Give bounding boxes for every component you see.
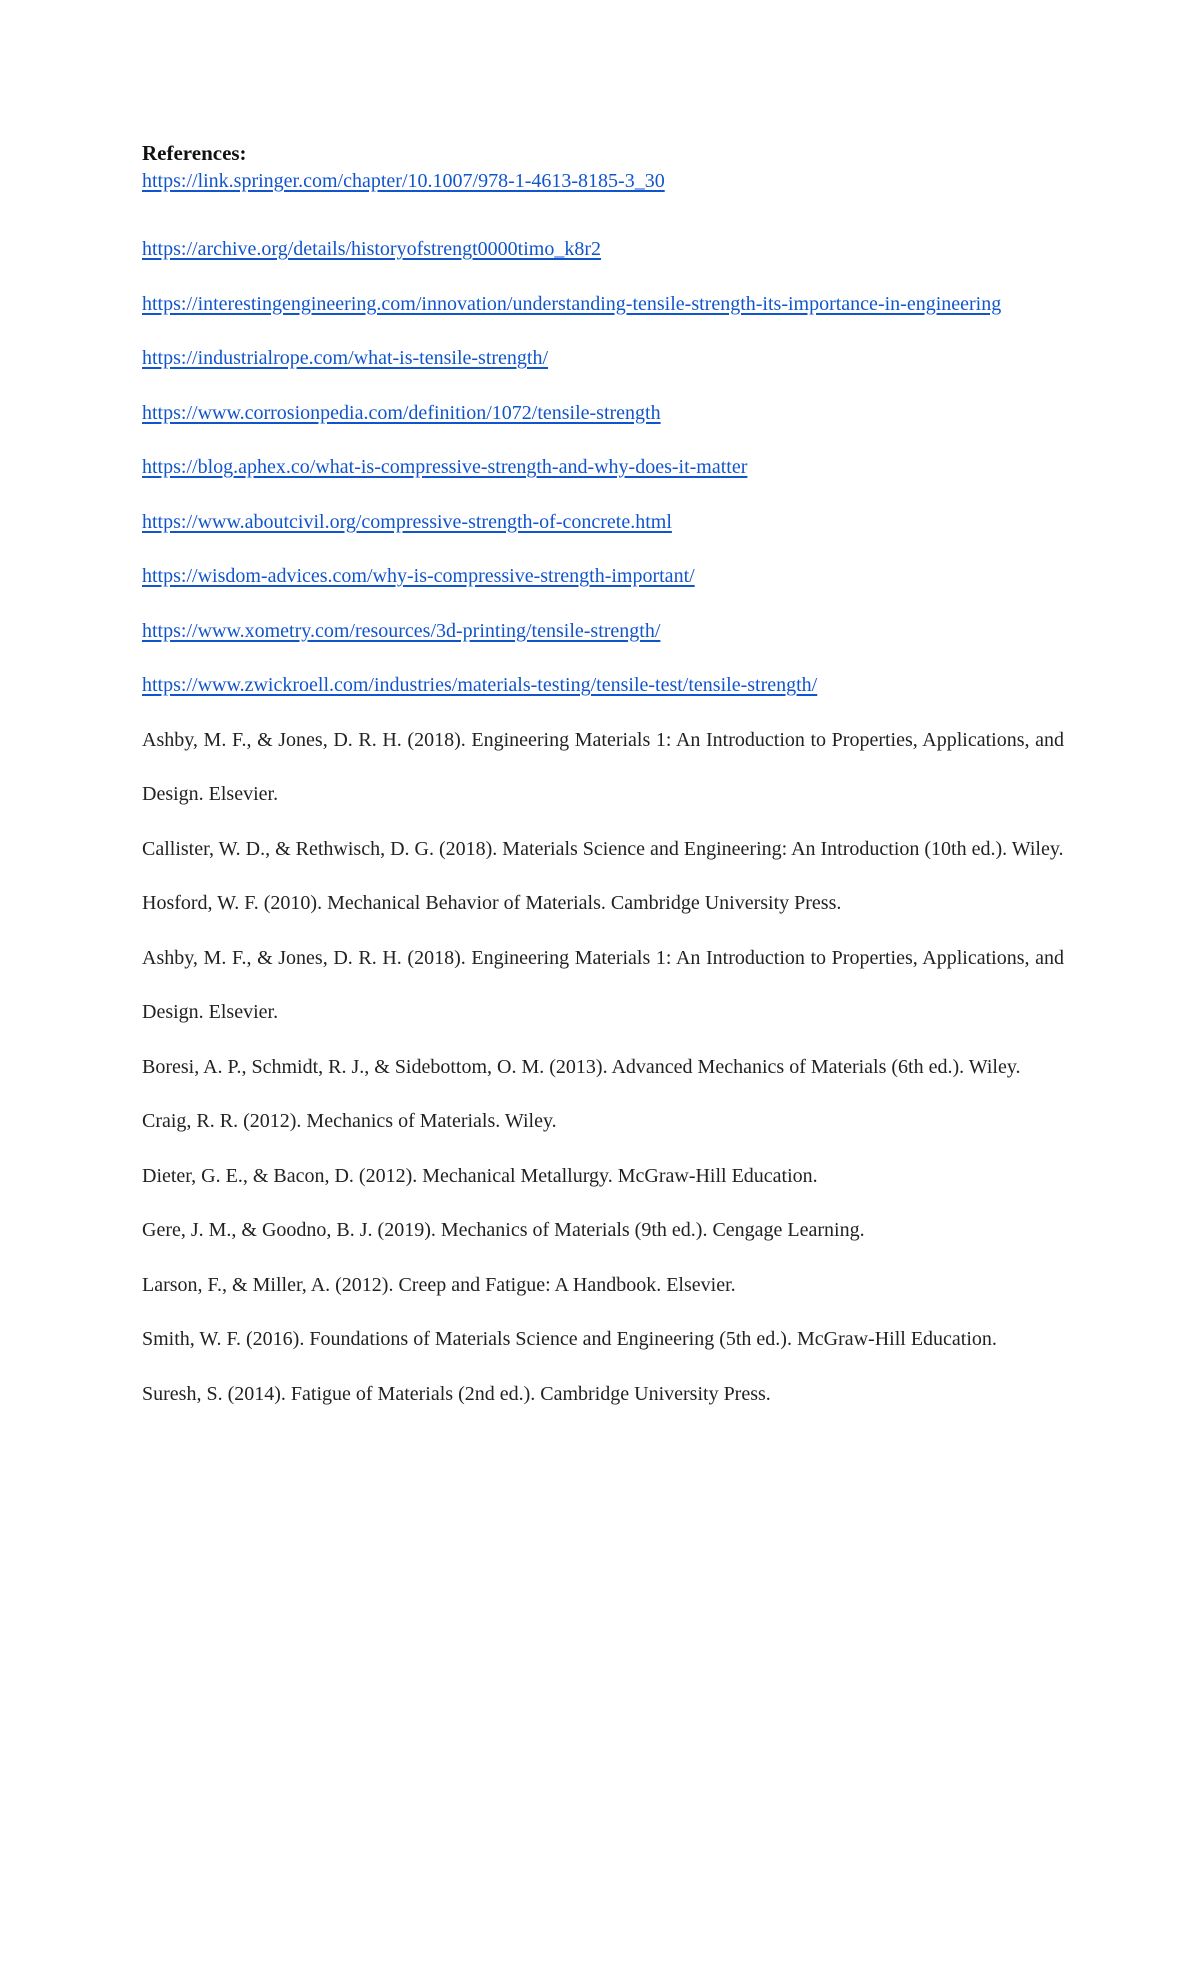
reference-link-item: [142, 277, 1064, 332]
reference-link-item: [142, 549, 1064, 604]
document-page: [142, 138, 1064, 1421]
reference-link[interactable]: https://www.corrosionpedia.com/definition/1072/tensile-strength: [142, 401, 661, 424]
reference-link[interactable]: https://archive.org/details/historyofstrengt0000timo_k8r2: [142, 238, 602, 260]
bibliography-entry: Craig, R. R. (2012). Mechanics of Materials. Wiley.: [142, 1110, 557, 1132]
reference-link-item: [142, 331, 1064, 386]
bibliography-entry: Ashby, M. F., & Jones, D. R. H. (2018). Engineering Materials 1: An Introduction to Properties, Applications, and Design. Elsevier.: [142, 946, 1064, 1023]
bibliography-entry: Larson, F., & Miller, A. (2012). Creep and Fatigue: A Handbook. Elsevier.: [142, 1273, 736, 1296]
reference-link-item: [142, 604, 1064, 659]
bibliography-entry: Suresh, S. (2014). Fatigue of Materials (2nd ed.). Cambridge University Press.: [142, 1382, 771, 1405]
reference-link-item: [142, 168, 1064, 194]
reference-link-item: [142, 495, 1064, 550]
reference-link[interactable]: https://www.aboutcivil.org/compressive-strength-of-concrete.html: [142, 510, 672, 533]
references-heading: References:: [142, 141, 247, 165]
bibliography-entry: Callister, W. D., & Rethwisch, D. G. (2018). Materials Science and Engineering: An Introduction (10th ed.). Wiley.: [142, 837, 1064, 860]
reference-link[interactable]: https://link.springer.com/chapter/10.1007/978-1-4613-8185-3_30: [142, 170, 665, 192]
reference-link-item: [142, 222, 1064, 277]
bibliography-list: [142, 713, 1064, 1422]
reference-link-list: [142, 168, 1064, 713]
reference-link[interactable]: https://www.xometry.com/resources/3d-printing/tensile-strength/: [142, 619, 661, 642]
bibliography-entry: Dieter, G. E., & Bacon, D. (2012). Mechanical Metallurgy. McGraw-Hill Education.: [142, 1164, 818, 1187]
bibliography-entry: Hosford, W. F. (2010). Mechanical Behavior of Materials. Cambridge University Press.: [142, 892, 842, 914]
bibliography-entry: Ashby, M. F., & Jones, D. R. H. (2018). Engineering Materials 1: An Introduction to Properties, Applications, and Design. Elsevier.: [142, 728, 1064, 805]
reference-link-item: [142, 440, 1064, 495]
reference-link-item: [142, 658, 1064, 713]
reference-link[interactable]: https://blog.aphex.co/what-is-compressive-strength-and-why-does-it-matter: [142, 456, 748, 478]
reference-link[interactable]: https://industrialrope.com/what-is-tensile-strength/: [142, 347, 549, 369]
bibliography-entry: Smith, W. F. (2016). Foundations of Materials Science and Engineering (5th ed.). McGraw-Hill Education.: [142, 1328, 997, 1350]
bibliography-entry: Gere, J. M., & Goodno, B. J. (2019). Mechanics of Materials (9th ed.). Cengage Learning.: [142, 1219, 865, 1241]
reference-link[interactable]: https://www.zwickroell.com/industries/materials-testing/tensile-test/tensile-strength/: [142, 674, 818, 696]
reference-link[interactable]: https://interestingengineering.com/innovation/understanding-tensile-strength-its-importance-in-engineering: [142, 292, 1002, 315]
reference-link[interactable]: https://wisdom-advices.com/why-is-compressive-strength-important/: [142, 565, 695, 587]
bibliography-entry: Boresi, A. P., Schmidt, R. J., & Sidebottom, O. M. (2013). Advanced Mechanics of Materials (6th ed.). Wiley.: [142, 1055, 1021, 1078]
reference-link-item: [142, 386, 1064, 441]
